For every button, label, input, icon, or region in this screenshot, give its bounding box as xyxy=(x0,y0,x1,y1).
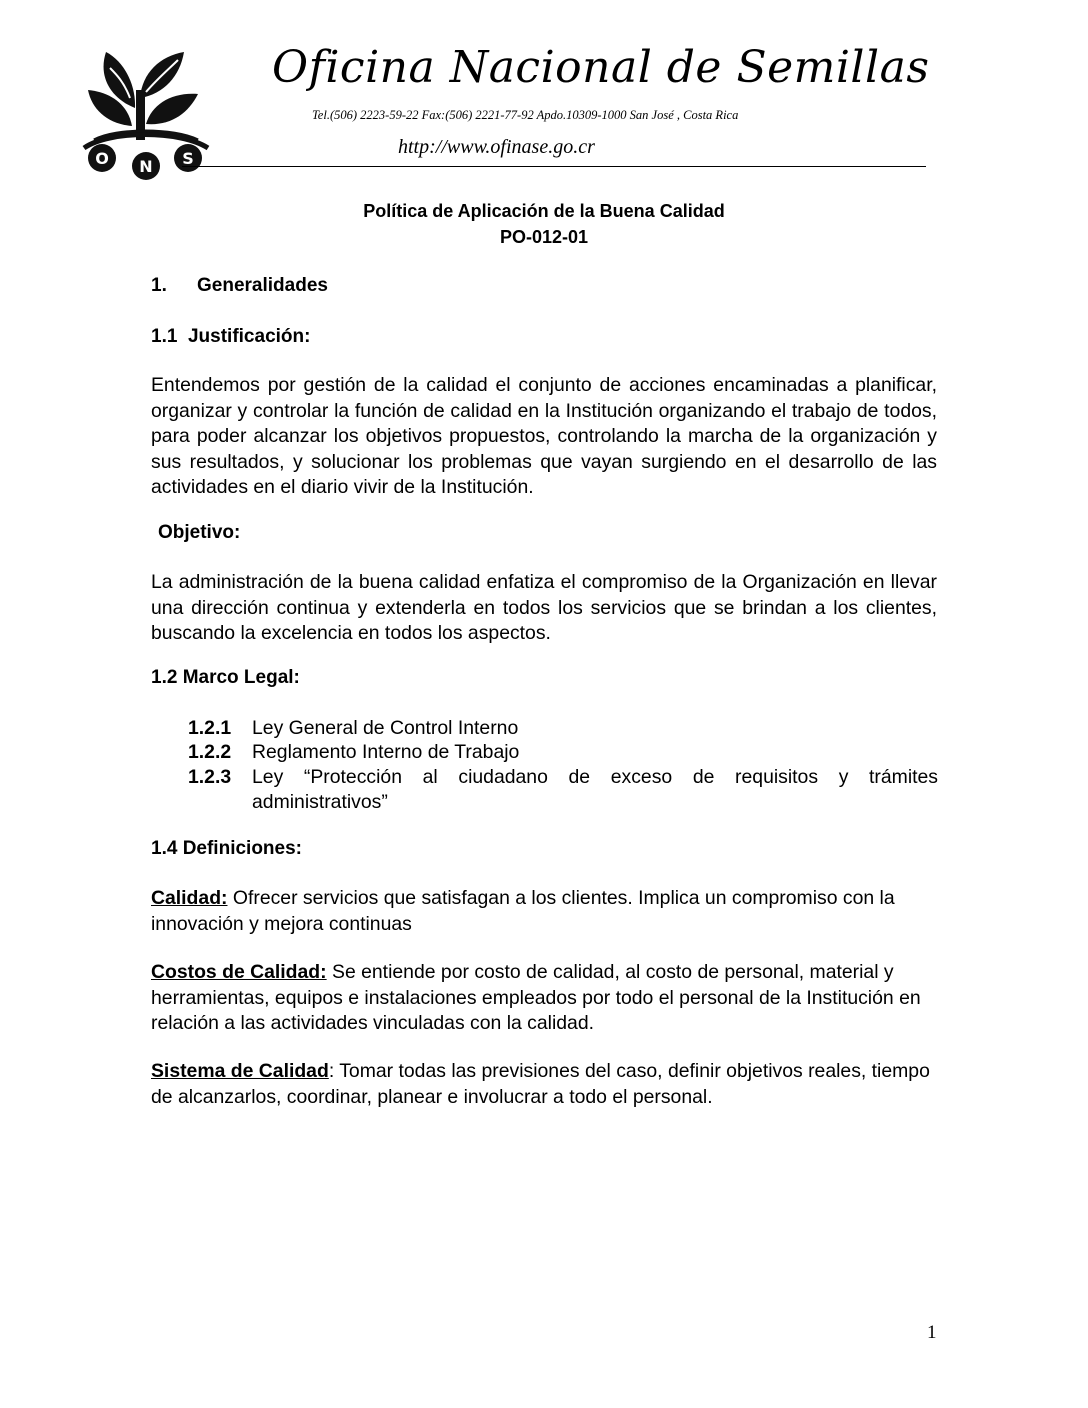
legal-item-text: Ley “Protección al ciudadano de exceso de requisitos y trámites administrativos” xyxy=(252,766,938,813)
legal-item xyxy=(188,765,938,814)
section-heading-objetivo: Objetivo: xyxy=(158,522,241,543)
definition-term: Sistema de Calidad xyxy=(151,1060,329,1082)
legal-item-number: 1.2.3 xyxy=(188,766,232,788)
svg-text:S: S xyxy=(182,149,194,168)
legal-item xyxy=(188,716,938,741)
section-heading-justificacion xyxy=(151,326,310,348)
definition-text: : Tomar todas las previsiones del caso, definir objetivos reales, tiempo de alcanzarlos, coordinar, planear e involucrar a todo el personal. xyxy=(151,1060,930,1108)
section-heading-marco-legal: 1.2 Marco Legal: xyxy=(151,667,300,688)
justificacion-paragraph: Entendemos por gestión de la calidad el conjunto de acciones encaminadas a planificar, organizar y controlar la función de calidad en la Institución organizando el trabajo de todos, para poder alcanzar los objetivos propuestos, controlando la marcha de la organización y sus resultados, y solucionar los problemas que vayan surgiendo en el desarrollo de las actividades en el diario vivir de la Institución. xyxy=(151,374,937,498)
definition-costos-de-calidad xyxy=(151,960,941,1037)
section-label: Generalidades xyxy=(197,275,328,296)
section-number: 1.1 xyxy=(151,326,178,347)
page-number: 1 xyxy=(927,1322,937,1343)
website-url[interactable]: http://www.ofinase.go.cr xyxy=(398,136,595,158)
header-divider xyxy=(182,166,926,167)
legal-item-number: 1.2.1 xyxy=(188,717,232,739)
svg-text:O: O xyxy=(95,149,109,168)
legal-item-text: Reglamento Interno de Trabajo xyxy=(252,741,520,763)
section-heading-definiciones: 1.4 Definiciones: xyxy=(151,838,302,859)
document-code: PO-012-01 xyxy=(499,227,589,247)
section-heading-generalidades xyxy=(151,275,328,297)
section-label: Justificación: xyxy=(187,326,311,347)
definition-sistema-de-calidad xyxy=(151,1059,941,1110)
contact-info: Tel.(506) 2223-59-22 Fax:(506) 2221-77-92 Apdo.10309-1000 San José , Costa Rica xyxy=(312,108,739,122)
objetivo-paragraph: La administración de la buena calidad enfatiza el compromiso de la Organización en llevar una dirección continua y extenderla en todos los servicios que se brindan a los clientes, buscando la excelencia en todos los aspectos. xyxy=(151,571,937,644)
organization-name: Oficina Nacional de Semillas xyxy=(272,42,930,93)
definition-text: Se entiende por costo de calidad, al costo de personal, material y herramientas, equipos e instalaciones empleados por todo el personal de la Institución en relación a las actividades vinculadas con la calidad. xyxy=(151,961,921,1034)
section-number: 1. xyxy=(151,275,167,296)
legal-item-number: 1.2.2 xyxy=(188,741,232,763)
legal-item xyxy=(188,740,938,765)
legal-item-text: Ley General de Control Interno xyxy=(252,717,519,739)
definition-term: Costos de Calidad: xyxy=(151,961,327,983)
document-title: Política de Aplicación de la Buena Calidad xyxy=(363,201,725,221)
svg-text:N: N xyxy=(139,157,153,176)
definition-calidad xyxy=(151,886,941,937)
definition-text: Ofrecer servicios que satisfagan a los clientes. Implica un compromiso con la innovación y mejora continuas xyxy=(151,887,895,935)
definition-term: Calidad: xyxy=(151,887,228,909)
